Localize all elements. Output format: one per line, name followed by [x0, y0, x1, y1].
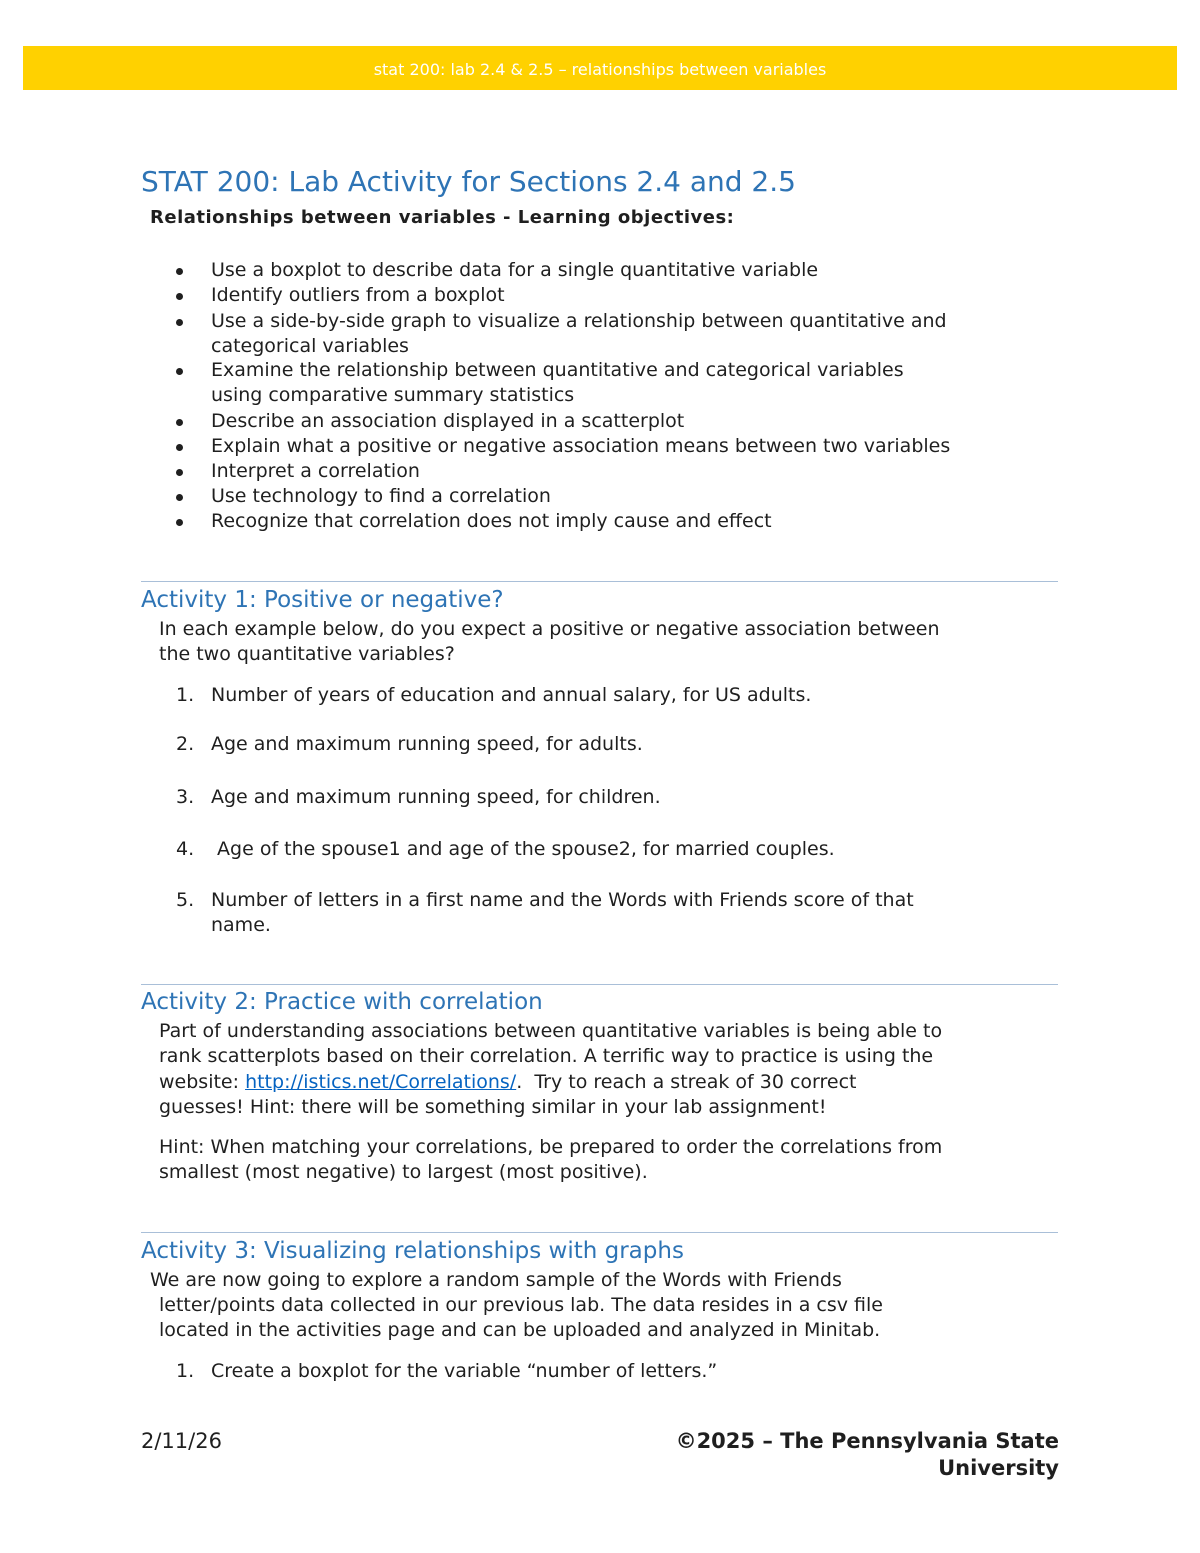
section-divider: [141, 1232, 1058, 1233]
bullet-icon: [173, 409, 187, 434]
activity2-hint: smallest (most negative) to largest (most positive).: [159, 1161, 648, 1183]
footer-date: 2/11/26: [141, 1429, 222, 1453]
website-label: website:: [159, 1071, 246, 1093]
activity1-intro: In each example below, do you expect a positive or negative association between: [159, 618, 940, 640]
footer-copyright: University: [938, 1456, 1059, 1480]
list-item: Create a boxplot for the variable “number of letters.”: [211, 1360, 718, 1382]
list-item: Age and maximum running speed, for children.: [211, 786, 661, 808]
activity2-paragraph: rank scatterplots based on their correlation. A terrific way to practice is using the: [159, 1045, 934, 1067]
list-item: Use technology to find a correlation: [211, 485, 551, 507]
list-item: Recognize that correlation does not imply cause and effect: [211, 510, 772, 532]
list-number: 3.: [176, 786, 195, 808]
footer-copyright: ©2025 – The Pennsylvania State: [675, 1429, 1059, 1453]
list-item: Examine the relationship between quantitative and categorical variables: [211, 359, 904, 381]
list-item-continuation: categorical variables: [211, 335, 409, 357]
activity2-paragraph: guesses! Hint: there will be something similar in your lab assignment!: [159, 1096, 827, 1118]
activity3-intro: We are now going to explore a random sample of the Words with Friends: [150, 1269, 842, 1291]
activity2-paragraph: [159, 1070, 857, 1095]
streak-text: . Try to reach a streak of 30 correct: [516, 1071, 857, 1093]
activity3-intro: located in the activities page and can be uploaded and analyzed in Minitab.: [159, 1319, 881, 1341]
bullet-icon: [173, 358, 187, 383]
list-item: Describe an association displayed in a scatterplot: [211, 410, 685, 432]
list-item-continuation: name.: [211, 914, 271, 936]
correlations-link[interactable]: http://istics.net/Correlations/: [245, 1071, 517, 1093]
list-number: 1.: [176, 684, 195, 706]
list-number: 4.: [176, 838, 195, 860]
section-divider: [141, 984, 1058, 985]
bullet-icon: [173, 434, 187, 459]
activity1-heading: Activity 1: Positive or negative?: [141, 587, 504, 613]
activity2-heading: Activity 2: Practice with correlation: [141, 989, 543, 1015]
activity2-paragraph: Part of understanding associations between quantitative variables is being able to: [159, 1020, 943, 1042]
page-title: STAT 200: Lab Activity for Sections 2.4 and 2.5: [141, 165, 796, 198]
list-item: Use a boxplot to describe data for a single quantitative variable: [211, 259, 819, 281]
list-item: Interpret a correlation: [211, 460, 420, 482]
list-item: Age of the spouse1 and age of the spouse2, for married couples.: [211, 838, 835, 860]
list-item: Use a side-by-side graph to visualize a relationship between quantitative and: [211, 310, 947, 332]
list-number: 1.: [176, 1360, 195, 1382]
list-item: Number of letters in a first name and the Words with Friends score of that: [211, 889, 914, 911]
bullet-icon: [173, 459, 187, 484]
bullet-icon: [173, 283, 187, 308]
activity1-intro: the two quantitative variables?: [159, 643, 455, 665]
list-item: Age and maximum running speed, for adults.: [211, 733, 643, 755]
activity3-heading: Activity 3: Visualizing relationships with graphs: [141, 1238, 684, 1264]
activity2-hint: Hint: When matching your correlations, be prepared to order the correlations from: [159, 1136, 943, 1158]
bullet-icon: [173, 309, 187, 334]
bullet-icon: [173, 509, 187, 534]
list-number: 5.: [176, 889, 195, 911]
bullet-icon: [173, 484, 187, 509]
bullet-icon: [173, 258, 187, 283]
list-number: 2.: [176, 733, 195, 755]
list-item: Explain what a positive or negative association means between two variables: [211, 435, 951, 457]
list-item: Identify outliers from a boxplot: [211, 284, 505, 306]
list-item: Number of years of education and annual salary, for US adults.: [211, 684, 812, 706]
section-divider: [141, 581, 1058, 582]
list-item-continuation: using comparative summary statistics: [211, 384, 575, 406]
objectives-subtitle: Relationships between variables - Learning objectives:: [150, 207, 735, 228]
activity3-intro: letter/points data collected in our previous lab. The data resides in a csv file: [159, 1294, 883, 1316]
header-banner: stat 200: lab 2.4 & 2.5 – relationships between variables: [23, 46, 1177, 90]
